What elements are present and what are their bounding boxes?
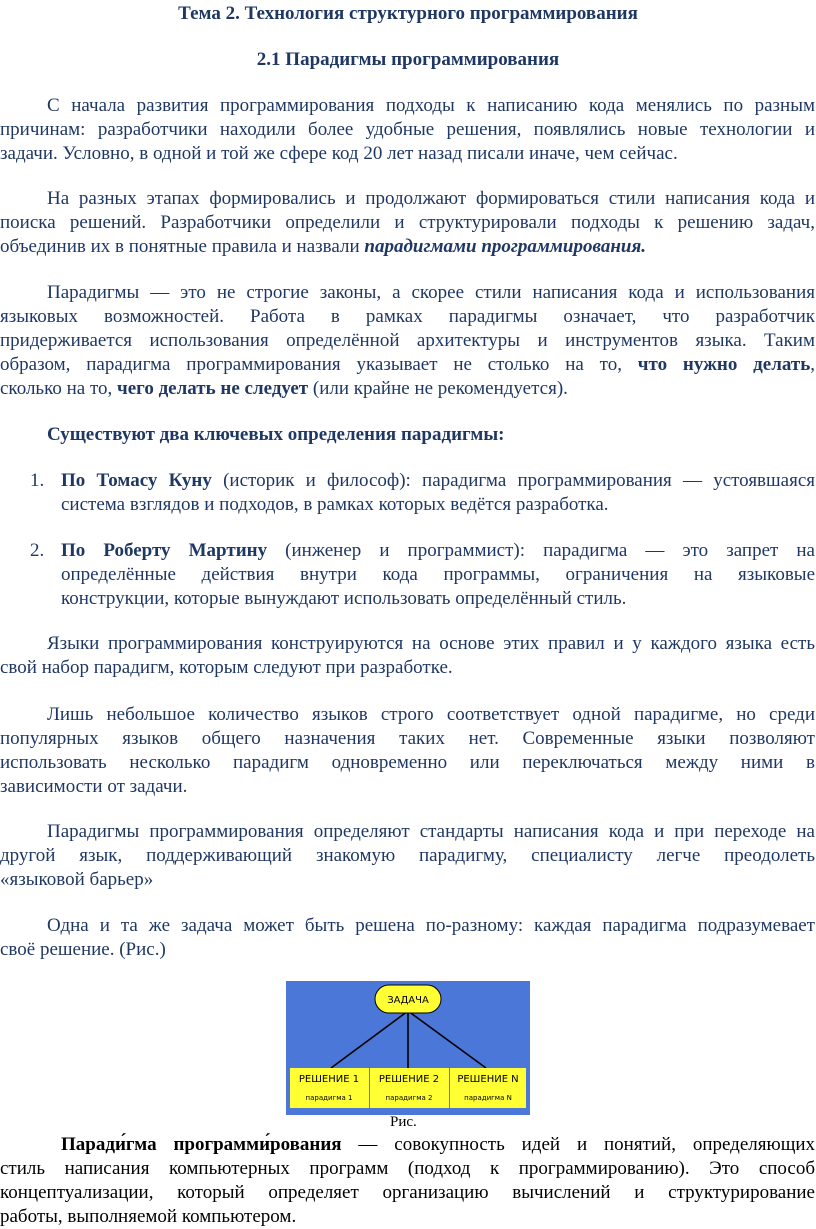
final-line-1 — [61, 1133, 815, 1157]
paragraphs-term: парадигмами программирования. — [364, 236, 647, 257]
paragraph-7-line-1: Одна и та же задача может быть решена по-разному: каждая парадигма подразумевает — [47, 915, 815, 936]
paragraph-1-line-1: С начала развития программирования подходы к написанию кода менялись по разным — [47, 95, 815, 116]
page-title: Тема 2. Технология структурного программирования — [178, 3, 638, 24]
paradigm-diagram — [286, 981, 530, 1115]
solution-1-title: РЕШЕНИЕ 1 — [298, 1074, 360, 1085]
paragraph-2-line-1: На разных этапах формировались и продолжают формироваться стили написания кода и — [47, 188, 815, 209]
paragraph-6-line-1: Парадигмы программирования определяют стандарты написания кода и при переходе на — [47, 821, 815, 842]
paragraph-7-line-2: своё решение. (Рис.) — [0, 939, 166, 960]
definitions-heading: Существуют два ключевых определения парадигмы: — [47, 424, 505, 445]
paragraph-3-line-1: Парадигмы — это не строгие законы, а скорее стили написания кода и использования — [47, 282, 815, 303]
paragraph-3-line-3: придерживается использования определённой архитектуры и инструментов языка. Таким — [0, 330, 815, 351]
paragraph-3-text-c: (или крайне не рекомендуется). — [308, 378, 568, 399]
final-term: Паради́гма программи́рования — [61, 1134, 342, 1155]
paragraph-3-line-5 — [0, 377, 568, 401]
definition-1-line-1 — [61, 469, 815, 493]
paragraph-5-line-3: использовать несколько парадигм одновременно или переключаться между ними в — [0, 752, 815, 773]
task-label: ЗАДАЧА — [387, 995, 429, 1006]
final-line-2: стиль написания компьютерных программ (подход к программированию). Это способ — [0, 1158, 815, 1179]
solution-2-title: РЕШЕНИЕ 2 — [378, 1074, 440, 1085]
paragraph-5-line-4: зависимости от задачи. — [0, 776, 188, 797]
final-line-3: концептуализации, который определяет организацию вычислений и структурирование — [0, 1182, 815, 1203]
definition-2-line-3: конструкции, которые вынуждают использовать определённый стиль. — [61, 588, 627, 609]
paragraph-2-text: объединив их в понятные правила и назвали — [0, 236, 365, 257]
final-text: — совокупность идей и понятий, определяющих — [341, 1134, 815, 1155]
definition-2-name: По Роберту Мартину — [61, 540, 268, 561]
solution-n-paradigm: парадигма N — [464, 1094, 512, 1102]
final-line-4: работы, выполняемой компьютером. — [0, 1206, 297, 1227]
paragraph-4-line-1: Языки программирования конструируются на основе этих правил и у каждого языка есть — [47, 633, 815, 654]
paragraph-5-line-2: популярных языков общего назначения таких нет. Современные языки позволяют — [0, 728, 815, 749]
definition-1-name: По Томасу Куну — [61, 470, 212, 491]
section-heading: 2.1 Парадигмы программирования — [256, 49, 560, 70]
paragraph-1-line-2: причинам: разработчики находили более удобные решения, появлялись новые технологии и — [0, 119, 815, 140]
emphasis-what-not-to-do: чего делать не следует — [117, 378, 309, 399]
definition-2-text: (инженер и программист): парадигма — это запрет на — [267, 540, 815, 561]
paragraph-3-text-a: образом, парадигма программирования указывает не столько на то, — [0, 354, 638, 375]
paragraph-3-comma: , — [810, 354, 815, 375]
paragraph-2-line-2: поиска решений. Разработчики определили и структурировали подходы к решению задач, — [0, 212, 815, 233]
paragraph-1-line-3: задачи. Условно, в одной и той же сфере код 20 лет назад писали иначе, чем сейчас. — [0, 143, 678, 164]
paragraph-3-line-4 — [0, 353, 815, 377]
emphasis-what-to-do: что нужно делать — [637, 354, 811, 375]
solution-2-paradigm: парадигма 2 — [385, 1094, 433, 1102]
solution-1-paradigm: парадигма 1 — [305, 1094, 353, 1102]
definition-1-text: (историк и философ): парадигма программирования — устоявшаяся — [211, 470, 816, 491]
paragraph-6-line-3: «языковой барьер» — [0, 869, 154, 890]
definition-2-line-2: определённые действия внутри кода программы, ограничения на языковые — [61, 564, 815, 585]
paragraph-6-line-2: другой язык, поддерживающий знакомую парадигму, специалисту легче преодолеть — [0, 845, 815, 866]
paragraph-4-line-2: свой набор парадигм, которым следуют при разработке. — [0, 657, 453, 678]
definition-2-number: 2. — [30, 540, 45, 561]
paragraph-3-text-b: сколько на то, — [0, 378, 118, 399]
paragraph-3-line-2: языковых возможностей. Работа в рамках парадигмы означает, что разработчик — [0, 306, 815, 327]
solution-n-title: РЕШЕНИЕ N — [457, 1074, 519, 1085]
definition-2-line-1 — [61, 539, 815, 563]
paragraph-5-line-1: Лишь небольшое количество языков строго соответствует одной парадигме, но среди — [47, 704, 815, 725]
paragraph-2-line-3 — [0, 235, 646, 259]
definition-1-number: 1. — [30, 470, 45, 491]
figure-caption: Рис. — [390, 1114, 417, 1130]
definition-1-line-2: система взглядов и подходов, в рамках которых ведётся разработка. — [61, 494, 609, 515]
